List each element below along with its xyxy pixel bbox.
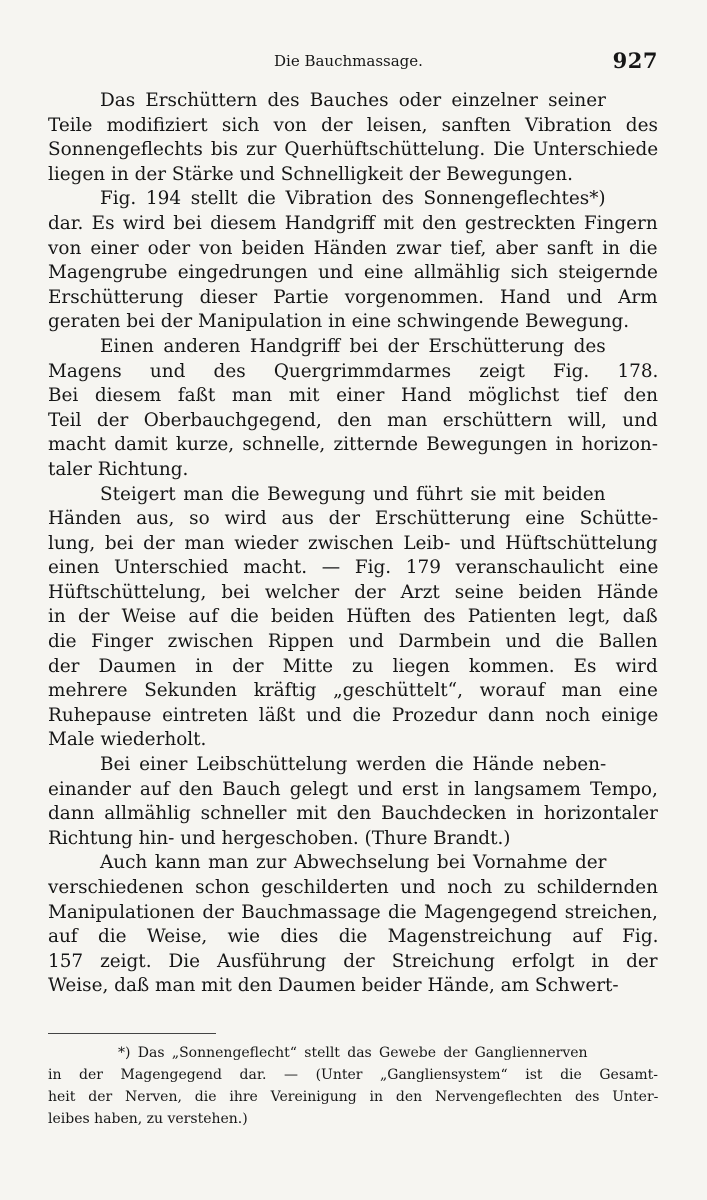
text-line: Einen anderen Handgriff bei der Erschütterung des <box>100 335 606 357</box>
text-line: Teile modifiziert sich von der leisen, sanften Vibration des <box>48 114 658 136</box>
text-line: der Daumen in der Mitte zu liegen kommen. Es wird <box>48 655 658 677</box>
text-line: dann allmählig schneller mit den Bauchdecken in horizontaler <box>48 803 658 825</box>
text-line: auf die Weise, wie dies die Magenstreichung auf Fig. <box>48 926 659 948</box>
running-title: Die Bauchmassage. <box>274 52 423 70</box>
text-line: Magengrube eingedrungen und eine allmählig sich steigernde <box>48 262 658 284</box>
text-line: Teil der Oberbauchgegend, den man erschüttern will, und <box>48 409 658 431</box>
paragraph <box>48 335 660 483</box>
paragraph <box>48 483 660 754</box>
page-header <box>48 46 660 76</box>
text-line: Erschütterung dieser Partie vorgenommen. Hand und Arm <box>48 286 658 308</box>
footnote-divider <box>48 1033 216 1034</box>
text-line: Bei einer Leibschüttelung werden die Hände neben- <box>100 754 607 776</box>
text-line: Bei diesem faßt man mit einer Hand möglichst tief den <box>48 385 658 407</box>
footnote-line: leibes haben, zu verstehen.) <box>48 1111 248 1127</box>
text-line: Das Erschüttern des Bauches oder einzelner seiner <box>100 90 606 111</box>
text-line: mehrere Sekunden kräftig „geschüttelt“, worauf man eine <box>48 680 658 702</box>
text-line: 157 zeigt. Die Ausführung der Streichung erfolgt in der <box>48 950 658 972</box>
text-line: verschiedenen schon geschilderten und noch zu schildernden <box>48 877 658 898</box>
text-line: einen Unterschied macht. — Fig. 179 veranschaulicht eine <box>48 557 659 579</box>
footnote-line: *) Das „Sonnengeflecht“ stellt das Gewebe der Gangliennerven <box>118 1045 588 1061</box>
footnote <box>48 1042 660 1130</box>
text-line: geraten bei der Manipulation in eine schwingende Bewegung. <box>48 311 630 333</box>
text-line: macht damit kurze, schnelle, zitternde Bewegungen in horizon- <box>48 434 658 456</box>
text-line: einander auf den Bauch gelegt und erst in langsamem Tempo, <box>48 778 658 800</box>
paragraph <box>48 187 660 335</box>
text-line: Magens und des Quergrimmdarmes zeigt Fig. 178. <box>48 360 659 382</box>
text-line: von einer oder von beiden Händen zwar tief, aber sanft in die <box>48 237 658 259</box>
footnote-line: in der Magengegend dar. — (Unter „Gangliensystem“ ist die Gesamt- <box>48 1067 658 1083</box>
text-line: dar. Es wird bei diesem Handgriff mit den gestreckten Fingern <box>48 212 658 234</box>
text-line: Auch kann man zur Abwechselung bei Vornahme der <box>100 852 607 874</box>
page-number: 927 <box>612 48 658 73</box>
text-line: in der Weise auf die beiden Hüften des Patienten legt, daß <box>48 606 658 628</box>
text-line: Male wiederholt. <box>48 729 207 751</box>
paragraph <box>48 851 660 999</box>
text-line: Steigert man die Bewegung und führt sie mit beiden <box>100 483 606 505</box>
text-line: Hüftschüttelung, bei welcher der Arzt seine beiden Hände <box>48 581 659 603</box>
text-line: Manipulationen der Bauchmassage die Magengegend streichen, <box>48 901 658 923</box>
text-line: die Finger zwischen Rippen und Darmbein und die Ballen <box>48 631 658 653</box>
text-line: Sonnengeflechts bis zur Querhüftschüttelung. Die Unterschiede <box>48 139 659 161</box>
footnote-line: heit der Nerven, die ihre Vereinigung in den Nervengeflechten des Unter- <box>48 1089 659 1105</box>
text-line: Richtung hin- und hergeschoben. (Thure Brandt.) <box>48 827 511 849</box>
text-line: lung, bei der man wieder zwischen Leib- und Hüftschüttelung <box>48 532 658 554</box>
text-line: Händen aus, so wird aus der Erschütterung eine Schütte- <box>48 508 659 530</box>
text-line: Fig. 194 stellt die Vibration des Sonnengeflechtes*) <box>100 188 606 210</box>
text-line: taler Richtung. <box>48 458 189 480</box>
paragraph <box>48 753 660 851</box>
body-text <box>48 89 660 999</box>
text-line: Ruhepause eintreten läßt und die Prozedur dann noch einige <box>48 704 659 726</box>
text-line: liegen in der Stärke und Schnelligkeit der Bewegungen. <box>48 163 573 185</box>
paragraph <box>48 89 660 187</box>
text-line: Weise, daß man mit den Daumen beider Hände, am Schwert- <box>48 975 619 997</box>
